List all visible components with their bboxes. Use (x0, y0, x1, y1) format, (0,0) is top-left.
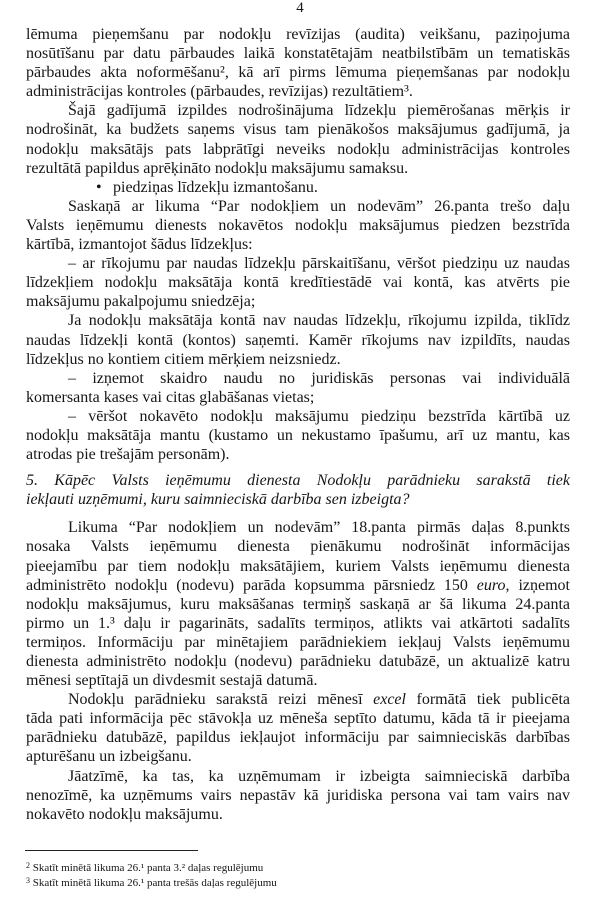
footnote-mark: 2 (26, 861, 30, 870)
footnote-text: Skatīt minētā likuma 26.¹ panta trešās daļas regulējumu (32, 877, 277, 889)
text-line: pirmo un 1.³ daļu ir pagarināts, sadalīts termiņos, atlikts vai atkārtoti sadalīts (26, 614, 570, 632)
text-line: nodokļu maksājumus, kuru maksāšanas termiņš saskaņā ar šā likuma 24.panta (26, 595, 570, 613)
text-line: Valsts ieņēmumu dienests nokavētos nodokļu maksājumus piedzen bezstrīda (26, 216, 570, 234)
text-line: 5. Kāpēc Valsts ieņēmumu dienesta Nodokļu parādnieku sarakstā tiek (26, 472, 570, 490)
paragraph (26, 690, 570, 766)
footnote-text: Skatīt minētā likuma 26.¹ panta 3.² daļas regulējumu (32, 862, 264, 874)
text-line: Likuma “Par nodokļiem un nodevām” 18.panta pirmās daļas 8.punkts (68, 519, 570, 537)
text-line: rezultātā papildus aprēķināto nodokļu maksājumu samaksu. (26, 159, 409, 177)
bullet-item (26, 178, 570, 197)
italic-term: excel (373, 691, 406, 709)
text-segment: administrēto nodokļu (nodevu) parāda kopsumma pārsniedz 150 (26, 576, 477, 594)
paragraph (26, 518, 570, 690)
text-line: maksājumu pakalpojumu sniedzēja; (26, 293, 256, 311)
text-line: nokavēto nodokļu maksājumu. (26, 805, 223, 823)
footnote-mark: 3 (26, 876, 30, 885)
text-line: Ja nodokļu maksātāja kontā nav naudas līdzekļu, rīkojumu izpilda, tiklīdz (68, 312, 570, 330)
text-line: tāda pati informācija pēc stāvokļa uz mēneša septīto datumu, kāda tā ir pieejama (26, 710, 570, 728)
text-line: nodokļu maksātājs pats labprātīgi neveiks nodokļu administrācijas kontroles (26, 140, 570, 158)
paragraph (26, 254, 570, 311)
text-line: dienesta administrēto nodokļu (nodevu) parādnieku datubāzē, un aktualizē katru (26, 653, 570, 670)
italic-term: euro (476, 576, 506, 594)
text-line: mēnesi septītajā un divdesmit sestajā datumā. (26, 672, 318, 690)
text-line: Šajā gadījumā izpildes nodrošinājuma līdzekļu piemērošanas mērķis ir (68, 102, 570, 120)
text-line: līdzekļiem nodokļu maksātāja kontā kredītiestādē vai kontā, kas atvērts pie (26, 274, 570, 292)
text-line: administrācijas kontroles (pārbaudes, revīzijas) rezultātiem³. (26, 83, 413, 101)
text-line: nosūtīšanu par datu pārbaudes laikā konstatētajām neatbilstībām un tematiskās (26, 45, 570, 63)
footnotes (26, 858, 277, 888)
text-line: naudas līdzekļi kontā (kontos) saņemti. Kamēr rīkojums nav izpildīts, naudas (26, 331, 570, 349)
paragraph (26, 101, 570, 177)
paragraph (26, 369, 570, 407)
text-segment: , izņemot (505, 576, 570, 594)
text-line (26, 576, 570, 595)
text-line: parādnieku datubāzē, papildus iekļaujot informāciju par saimnieciskās darbības (26, 729, 570, 747)
text-line: nodrošināt, ka budžets saņems visus tam pienākošos maksājumus gadījumā, ja (26, 121, 570, 139)
text-line: pieejamību par tiem nodokļu maksātājiem, kuriem Valsts ieņēmumu dienesta (26, 557, 570, 575)
section-question (26, 471, 570, 509)
paragraph (26, 311, 570, 368)
text-segment: formātā tiek publicēta (405, 691, 570, 709)
footnote-2 (26, 858, 277, 873)
text-line: Saskaņā ar likuma “Par nodokļiem un nodevām” 26.panta trešo daļu (68, 197, 570, 215)
text-line: kārtībā, izmantojot šādus līdzekļus: (26, 236, 253, 254)
text-line: iekļauti uzņēmumi, kuru saimnieciskā darbība sen izbeigta? (26, 491, 410, 509)
text-line (26, 690, 570, 709)
text-line: – izņemot skaidro naudu no juridiskās personas vai individuālā (68, 369, 570, 387)
text-line: līdzekļus no kontiem citiem mērķiem neizsniedz. (26, 350, 341, 368)
bullet-icon: • (96, 178, 102, 196)
page-number: 4 (296, 0, 304, 16)
text-line: nosaka Valsts ieņēmumu dienesta pienākumu nodrošināt informācijas (26, 538, 570, 556)
text-line: atrodas pie trešajām personām). (26, 446, 230, 464)
text-line: Jāatzīmē, ka tas, ka uzņēmumam ir izbeigta saimnieciskā darbība (68, 767, 570, 785)
text-line: lēmuma pieņemšanu par nodokļu revīzijas (audita) veikšanu, paziņojuma (26, 26, 570, 43)
text-line: termiņos. Informāciju par minētajiem parādniekiem iekļauj Valsts ieņēmumu (26, 633, 570, 651)
text-line: apturēšanu un izbeigšanu. (26, 748, 192, 766)
text-segment: Nodokļu parādnieku sarakstā reizi mēnesī (68, 691, 374, 709)
paragraph (26, 197, 570, 254)
text-line (26, 178, 570, 197)
text-line: nodokļu maksātāja mantu (kustamo un nekustamo īpašumu, arī uz mantu, kas (26, 426, 570, 444)
document-body (26, 25, 570, 824)
text-line: nenozīmē, ka uzņēmums vairs nepastāv kā juridiska persona vai tam vairs nav (26, 786, 570, 804)
paragraph (26, 767, 570, 824)
footnote-3 (26, 873, 277, 888)
text-line: komersanta kases vai citas glabāšanas vietas; (26, 388, 315, 406)
text-line: pārbaudes akta noformēšanu², kā arī pirms lēmuma pieņemšanas par nodokļu (26, 64, 570, 82)
text-line: – vēršot nokavēto nodokļu maksājumu piedziņu bezstrīda kārtībā uz (68, 407, 570, 425)
paragraph (26, 25, 570, 101)
paragraph (26, 407, 570, 464)
bullet-text: piedziņas līdzekļu izmantošanu. (113, 178, 318, 196)
footnote-separator (25, 850, 198, 851)
text-line: – ar rīkojumu par naudas līdzekļu pārskaitīšanu, vēršot piedziņu uz naudas (68, 255, 570, 273)
